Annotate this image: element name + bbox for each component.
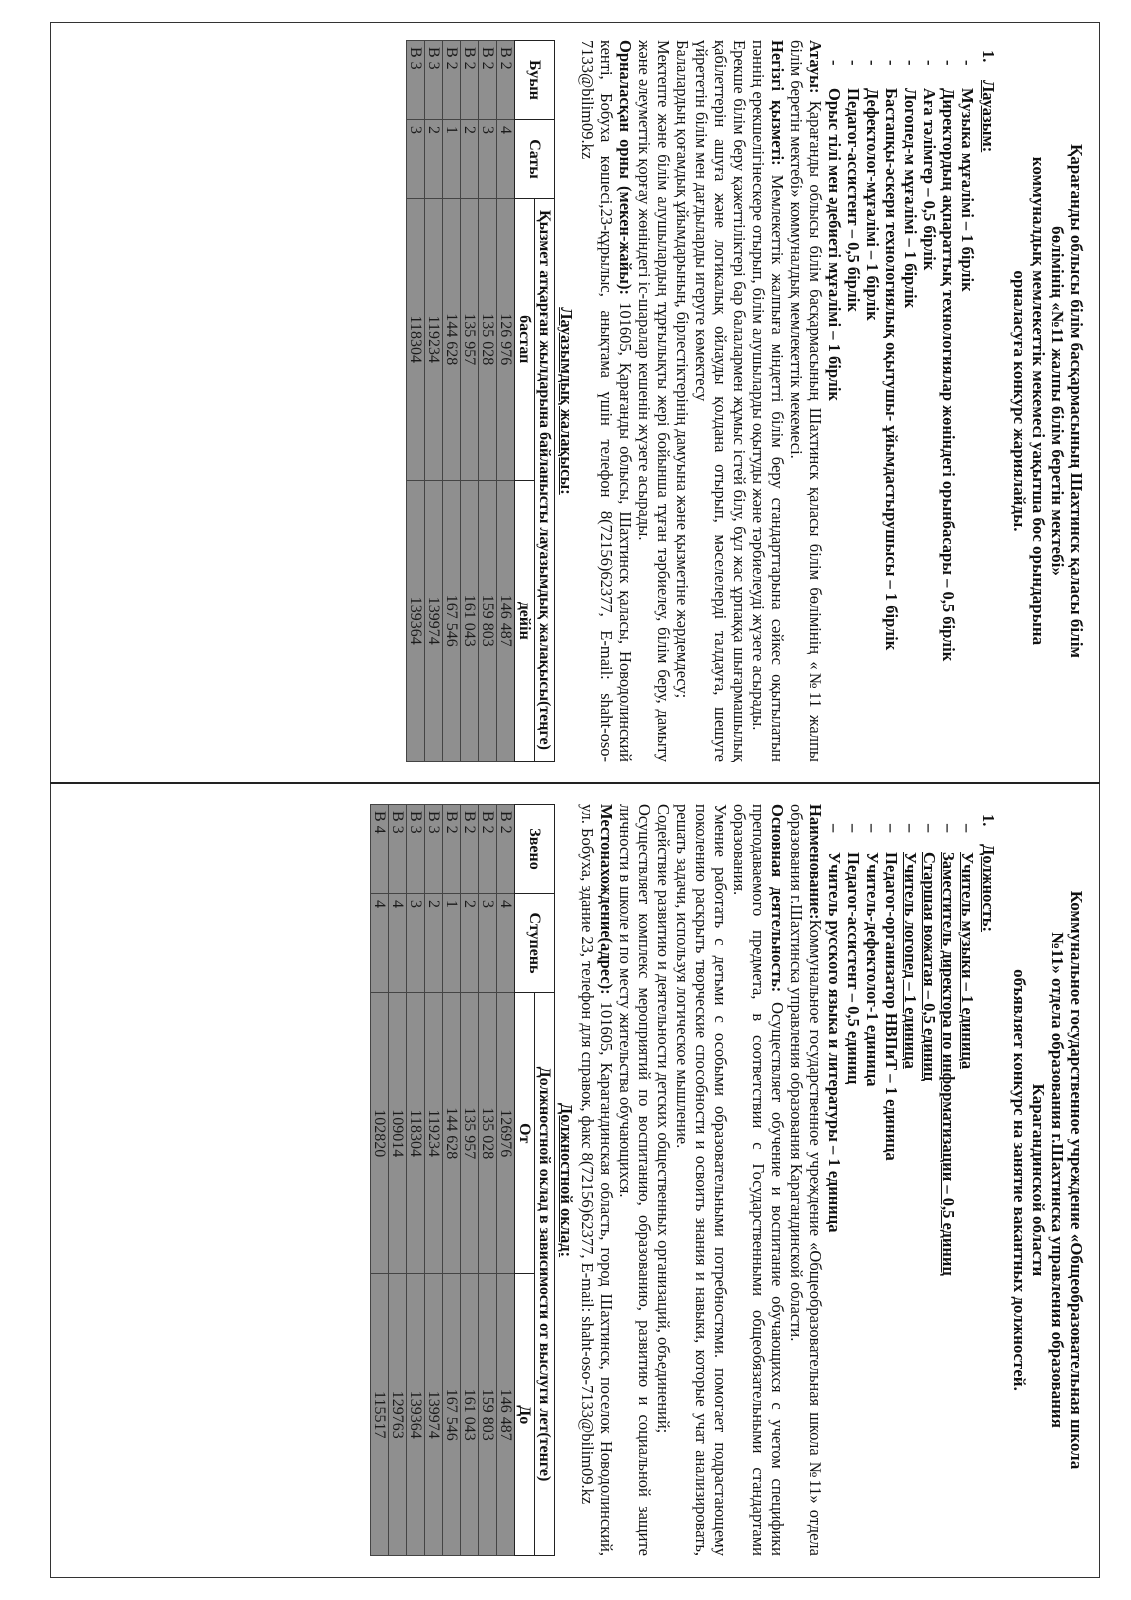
table-cell: В 2 (497, 805, 515, 894)
table-row (461, 41, 479, 762)
table-cell: 4 (497, 894, 515, 993)
table-header: От (515, 993, 535, 1274)
table-cell: В 3 (407, 805, 425, 894)
table-row (443, 805, 461, 1556)
ru-main-label: Основная деятельность: (768, 804, 787, 993)
kz-name-paragraph (787, 40, 825, 762)
kz-address-label: Орналасқан орны (мекен-жайы): (616, 40, 635, 296)
kz-title-line: бөлімінің «№11 жалпы білім беретін мектебі» (1048, 226, 1067, 576)
ru-title-line: Коммунальное государственное учреждение «Общеобразовательная школа (1067, 890, 1086, 1470)
table-cell: 135 957 (461, 993, 479, 1274)
table-cell: В 2 (479, 41, 497, 120)
table-cell: В 3 (407, 41, 425, 120)
ru-positions-list (825, 804, 977, 1556)
table-cell: 144 628 (443, 199, 461, 481)
kz-name-text: Қарағанды облысы білім басқармасының Шахтинск қаласы білім бөлімінің «№11 жалпы білім беретін мектебі» коммуналдық мемлекеттік мекемесі. (787, 40, 825, 762)
list-item: – Учитель музыки – 1 единица (958, 824, 977, 1070)
table-cell: 139974 (425, 480, 443, 762)
kz-section-label: Лауазым: (979, 80, 998, 153)
ru-section-label: Должность: (979, 844, 998, 933)
kz-salary-caption: Лауазымдық жалақысы: (557, 307, 576, 495)
table-cell: 135 957 (461, 199, 479, 481)
table-row (479, 805, 497, 1556)
table-cell: 126 976 (497, 199, 515, 481)
table-cell: 135 028 (479, 199, 497, 481)
list-item: - Бастапқы-әскери технологиялық оқытушы- ұйымдастырушысы – 1 бірлік (882, 60, 901, 651)
ru-main-text: Осуществляет обучение и воспитание обучающихся с учетом специфики преподаваемого предмета, в соответствии с Государственными общеобязательными стандартами образования. (730, 804, 787, 1557)
list-item: – Старшая вожатая – 0,5 единиц (920, 824, 939, 1082)
table-cell: 126976 (497, 993, 515, 1274)
table-cell: 4 (497, 120, 515, 199)
table-cell: 2 (461, 894, 479, 993)
kz-paragraph-3: Мектепте және білім алушылардың тұрғылықты жері бойынша тұған тәрбиелеу, білім беру, дамыту және әлеуметтік қорғау жөніндегі іс-шаралар кешенін жүзеге асырады. (635, 40, 673, 762)
table-header: Буын (515, 41, 555, 120)
list-item: - Музыка мұғалімі – 1 бірлік (958, 60, 977, 292)
table-cell: 2 (461, 120, 479, 199)
list-item: - Логопед-м мұғалімі – 1 бірлік (901, 60, 920, 309)
ru-title-line: №11» отдела образования г.Шахтинска управления образования (1048, 932, 1067, 1428)
table-cell: 4 (389, 894, 407, 993)
table-cell: 139974 (425, 1274, 443, 1556)
table-cell: 159 803 (479, 1274, 497, 1556)
table-cell: 146 487 (497, 1274, 515, 1556)
kz-title-line: Қарағанды облысы білім басқармасының Шахтинск қаласы білім (1067, 143, 1086, 658)
table-cell: 109014 (389, 993, 407, 1274)
table-cell: 118304 (407, 199, 425, 481)
ru-paragraph-3: Осуществляет комплекс мероприятий по воспитанию, образованию, развитию и социальной защите личности в школе и по месту жительства обучающихся. (616, 804, 654, 1556)
ru-section-heading (979, 804, 998, 1556)
table-row (389, 805, 407, 1556)
kz-main-label: Негізгі қызметі: (768, 40, 787, 166)
table-header: Звено (515, 805, 555, 894)
table-cell: 159 803 (479, 480, 497, 762)
table-cell: В 4 (371, 805, 389, 894)
ru-address-label: Местонахождение(адрес): (597, 804, 616, 995)
table-cell: 1 (443, 894, 461, 993)
kz-salary-table (406, 40, 555, 762)
ru-paragraph-1: Умение работать с детьми с особыми образовательными потребностями. помогает подрастающему поколению раскрыть творческие способности и освоить знания и навыки, которые учат анализировать, решать задачи, используя логическое мышление. (673, 804, 730, 1556)
table-row (497, 805, 515, 1556)
table-row (497, 41, 515, 762)
kz-name-label: Атауы: (806, 40, 825, 94)
list-item: - Дефектолог-мұғалімі – 1 бірлік (863, 60, 882, 321)
table-header: дейін (515, 480, 535, 762)
table-cell: В 2 (443, 805, 461, 894)
table-cell: 118304 (407, 993, 425, 1274)
ru-main-paragraph (730, 804, 787, 1556)
kz-title-line: орналасуға конкурс жариялайды. (1010, 270, 1029, 532)
ru-section-number: 1. (979, 814, 998, 827)
table-header: Саты (515, 120, 555, 199)
ru-paragraph-2: Содействие развитию и деятельности детских общественных организаций, объединений; (654, 804, 673, 1434)
table-row (425, 41, 443, 762)
table-cell: 144 628 (443, 993, 461, 1274)
kz-title (1010, 40, 1086, 762)
table-cell: 115517 (371, 1274, 389, 1556)
kz-section-heading (979, 40, 998, 762)
table-row (407, 41, 425, 762)
table-cell: 2 (425, 894, 443, 993)
list-item: – Учитель-дефектолог-1 единица (863, 824, 882, 1087)
table-header: Қызмет атқарған жылдарына байланысты лауазымдық жалақысы(теңге) (535, 199, 555, 762)
table-cell: 161 043 (461, 480, 479, 762)
table-cell: В 3 (425, 805, 443, 894)
table-cell: 139364 (407, 1274, 425, 1556)
kz-title-line: коммуналдық мемлекеттік мекемесі уақытша бос орындарына (1029, 156, 1048, 646)
table-header: бастап (515, 199, 535, 481)
table-cell: 3 (479, 894, 497, 993)
ru-address-paragraph (578, 804, 616, 1556)
ru-title-line: Карагандинской области (1029, 1083, 1048, 1277)
kz-positions-list (825, 40, 977, 762)
table-header: Ступень (515, 894, 555, 993)
table-cell: В 2 (461, 41, 479, 120)
table-row (461, 805, 479, 1556)
table-cell: 161 043 (461, 1274, 479, 1556)
kz-paragraph-2: Балалардың қоғамдық ұйымдарының, бірлестіктерінің дамуына және қызметіне жәрдемдесу; (673, 40, 692, 699)
table-cell: В 2 (479, 805, 497, 894)
table-row (425, 805, 443, 1556)
table-cell: 167 546 (443, 480, 461, 762)
ru-salary-table (370, 804, 555, 1556)
kz-paragraph-1: Ерекше білім беру қажеттіліктері бар балалармен жұмыс істей білу, бұл жас ұрпаққа шығармашылық қабілеттерін ашуға және логикалық ойлауды қолдана отырып, мәселелерді талдауға, шешуге үйрететін білім мен дағдыларды игеруге көмектесу (692, 40, 749, 762)
table-cell: 3 (407, 894, 425, 993)
table-cell: В 2 (461, 805, 479, 894)
ru-address-text: 101605, Карагандинская область, город Шахтинск, поселок Новодолинский, ул. Бобуха, здание 23, телефон для справок, факс 8(72156)62377, E-mail: shaht-oso-7133@bilim09.kz (578, 804, 616, 1557)
list-item: – Учитель русского языка и литературы – 1 единица (825, 824, 844, 1233)
table-cell: 102820 (371, 993, 389, 1274)
table-row (479, 41, 497, 762)
kz-main-paragraph (749, 40, 787, 762)
table-cell: В 3 (389, 805, 407, 894)
ru-title (1010, 804, 1086, 1556)
list-item: - Аға тәлімгер – 0,5 бірлік (920, 60, 939, 271)
list-item: - Орыс тілі мен әдебиеті мұғалімі – 1 бірлік (825, 60, 844, 401)
russian-column (370, 804, 1092, 1556)
scanned-page (50, 22, 1100, 1578)
table-header: Должностной оклад в зависимости от выслуги лет(тенге) (535, 993, 555, 1556)
table-cell: 119234 (425, 199, 443, 481)
ru-name-label: Наименование: (806, 804, 825, 920)
table-cell: 3 (407, 120, 425, 199)
table-cell: В 2 (497, 41, 515, 120)
table-cell: 2 (425, 120, 443, 199)
table-cell: В 2 (443, 41, 461, 120)
list-item: – Педагог-ассистент – 0,5 единиц (844, 824, 863, 1085)
column-divider (50, 782, 1100, 784)
table-row (407, 805, 425, 1556)
table-cell: 129763 (389, 1274, 407, 1556)
table-cell: 4 (371, 894, 389, 993)
ru-salary-caption: Должностной оклад: (557, 1102, 576, 1258)
table-cell: 3 (479, 120, 497, 199)
table-cell: 1 (443, 120, 461, 199)
ru-name-paragraph (787, 804, 825, 1556)
kz-address-paragraph (578, 40, 635, 762)
kz-main-text: Мемлекеттік жалпыға міндетті білім беру стандарттарына сәйкес оқытылатын пәннің ерекшелігінескере отырып, білім алушыларды оқытуды және тәрбиелеуді жүзеге асырады. (749, 40, 787, 763)
table-cell: 167 546 (443, 1274, 461, 1556)
table-cell: В 3 (425, 41, 443, 120)
table-header: До (515, 1274, 535, 1556)
rotated-sheet (50, 22, 1100, 1578)
table-row (443, 41, 461, 762)
list-item: – Заместитель директора по информатизации – 0,5 единиц (939, 824, 958, 1276)
table-row (371, 805, 389, 1556)
ru-name-text: Коммунальное государственное учреждение «Общеобразовательная школа №11» отдела образования г.Шахтинска управления образования Карагандинской области. (787, 804, 825, 1556)
list-item: - Педагог-ассистент – 0,5 бірлік (844, 60, 863, 312)
kazakh-column (406, 40, 1092, 762)
list-item: – Учитель логопед – 1 единица (901, 824, 920, 1069)
table-cell: 119234 (425, 993, 443, 1274)
table-cell: 135 028 (479, 993, 497, 1274)
table-cell: 146 487 (497, 480, 515, 762)
ru-title-line: объявляет конкурс на занятие вакантных должностей. (1010, 969, 1029, 1391)
list-item: - Директордың ақпараттық технологиялар жөніндегі орынбасары – 0,5 бірлік (939, 60, 958, 662)
kz-section-number: 1. (979, 50, 998, 63)
list-item: – Педагог-организатор НВПиТ – 1 единица (882, 824, 901, 1161)
kz-address-text: 101605, Қарағанды облысы, Шахтинск қаласы, Новодолинский кенті, Бобуха көшесі,23-құрылыс, анықтама үшін телефон 8(72156)62377, E-mail: shaht-oso-7133@bilim09.kz (578, 40, 635, 762)
table-cell: 139364 (407, 480, 425, 762)
